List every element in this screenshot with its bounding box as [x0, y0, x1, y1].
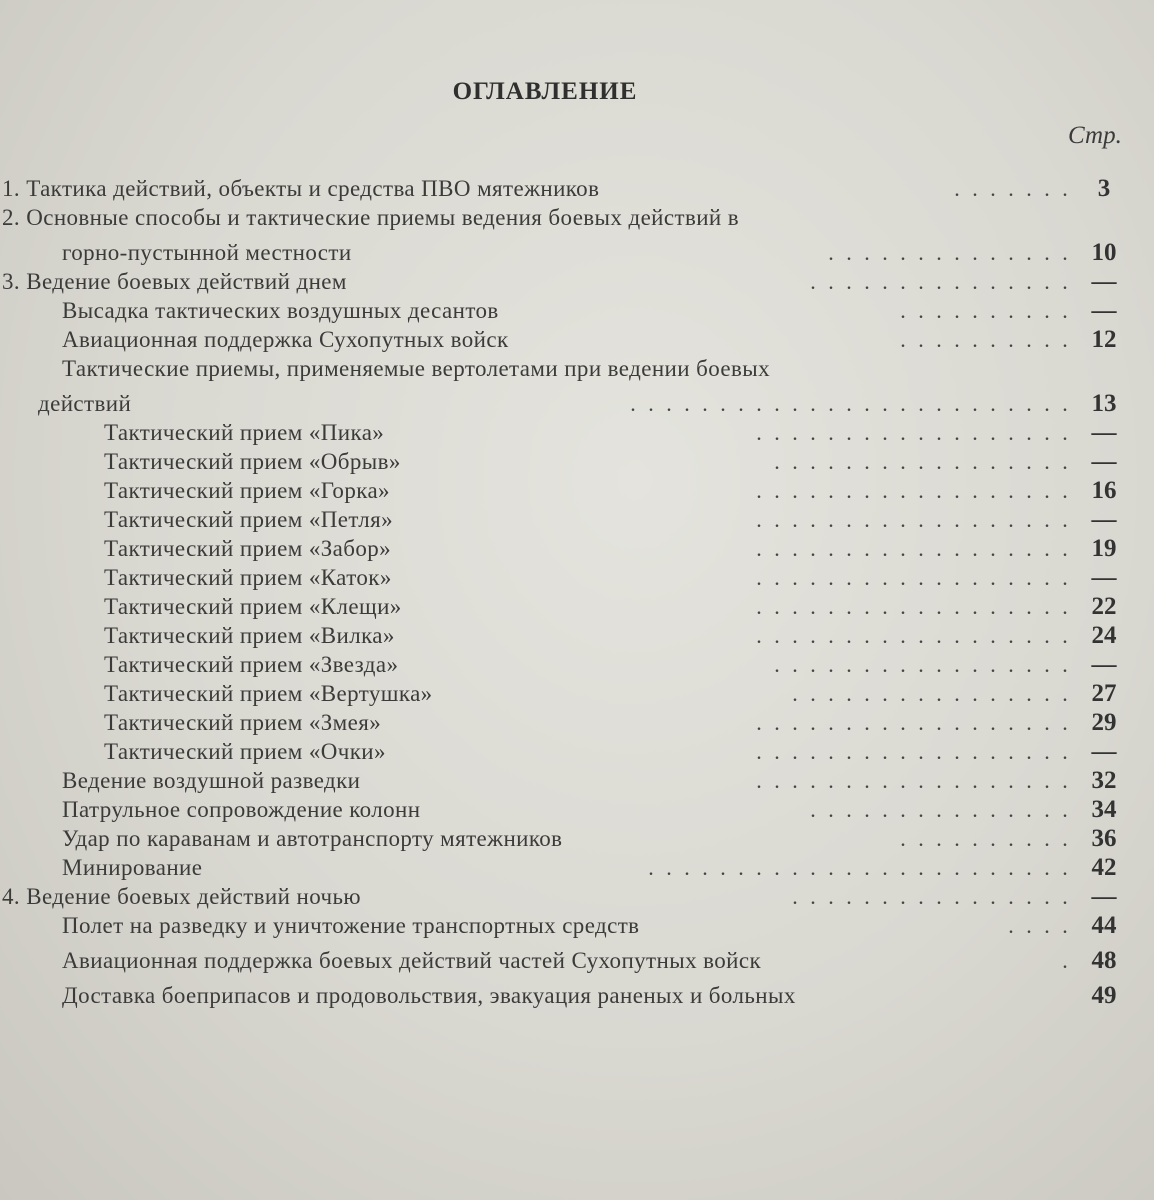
toc-entry-title: Полет на разведку и уничтожение транспортных средств [62, 913, 640, 938]
toc-entry-page: — [1091, 651, 1117, 678]
toc-entry [0, 418, 1126, 447]
dot-leader: . . . . . . . [955, 183, 1072, 200]
dot-leader: . . . . . . . . . . . . . . . . [793, 891, 1072, 908]
toc-entry [0, 737, 1126, 766]
dot-leader: . . . . . . . . . . . . . . [829, 247, 1072, 264]
toc-entry [0, 766, 1126, 795]
dot-leader: . . . . . . . . . . . . . . . . [793, 688, 1072, 705]
dot-leader: . . . . . . . . . . . . . . . . . . [757, 746, 1072, 763]
toc-entry [0, 592, 1126, 621]
toc-entry [0, 267, 1126, 296]
toc-entry-page: 32 [1091, 767, 1117, 794]
toc-entry-title: Авиационная поддержка Сухопутных войск [62, 327, 509, 352]
toc-entry-page: — [1091, 448, 1117, 475]
toc-entry [0, 946, 1126, 981]
toc-entry [0, 174, 1126, 203]
toc-entry-page: — [1091, 419, 1117, 446]
toc-entry [0, 795, 1126, 824]
toc-entry-title: Тактический прием «Каток» [104, 565, 392, 590]
dot-leader: . . . . . . . . . . . . . . . [811, 804, 1072, 821]
toc-entry [0, 238, 1126, 267]
toc-entry-title: 1. Тактика действий, объекты и средства ПВО мятежников [2, 176, 600, 201]
toc-entry-page: 13 [1091, 390, 1117, 417]
dot-leader: . . . . . . . . . . . . . . . . . . [757, 775, 1072, 792]
toc-entry-page: 36 [1091, 825, 1117, 852]
dot-leader: . . . . . . . . . . . . . . . . . . . . . . . . [649, 862, 1072, 879]
toc-entry-page: — [1091, 883, 1117, 910]
toc-entry-page: 10 [1091, 239, 1117, 266]
toc-entry-page: 19 [1091, 535, 1117, 562]
toc-entry-title: Тактический прием «Вертушка» [104, 681, 433, 706]
dot-leader: . . . . . . . . . . . . . . . [811, 276, 1072, 293]
toc-entry-title: Тактический прием «Забор» [104, 536, 392, 561]
toc-entry-title: Тактический прием «Петля» [104, 507, 393, 532]
toc-entry-page: — [1091, 297, 1117, 324]
toc-entry-title: действий [38, 391, 132, 416]
toc-entry-title: Удар по караванам и автотранспорту мятежников [62, 826, 563, 851]
toc-entry-page: 12 [1091, 326, 1117, 353]
toc-entry-title: Высадка тактических воздушных десантов [62, 298, 499, 323]
toc-entry [0, 853, 1126, 882]
dot-leader: . . . . . . . . . . . . . . . . . . [757, 427, 1072, 444]
dot-leader: . . . . . . . . . . [901, 833, 1072, 850]
toc-entry-page: — [1091, 268, 1117, 295]
toc-entry-title: Тактические приемы, применяемые вертолетами при ведении боевых [62, 356, 770, 381]
toc-entry-title: Минирование [62, 855, 203, 880]
toc-entry-title: Тактический прием «Горка» [104, 478, 390, 503]
toc-entry-page: — [1091, 506, 1117, 533]
toc-entry-title: Тактический прием «Вилка» [104, 623, 395, 648]
toc-entry-page: 27 [1091, 680, 1117, 707]
page-column-label: Стр. [1068, 122, 1122, 149]
toc-entry-title: 3. Ведение боевых действий днем [2, 269, 347, 294]
toc-entry-title: Доставка боеприпасов и продовольствия, эвакуация раненых и больных [62, 983, 796, 1008]
toc-entry [0, 476, 1126, 505]
toc-entry-page: 49 [1091, 982, 1117, 1009]
toc-entry-title: Тактический прием «Змея» [104, 710, 382, 735]
toc-entry [0, 563, 1126, 592]
dot-leader: . . . . . . . . . . . . . . . . . . [757, 717, 1072, 734]
toc-entry-page: 3 [1097, 175, 1111, 202]
toc-entry [0, 534, 1126, 563]
toc-entry [0, 981, 1126, 1010]
toc-entry [0, 203, 1126, 238]
toc-entry [0, 505, 1126, 534]
dot-leader: . . . . . . . . . . . . . . . . . . [757, 572, 1072, 589]
toc-entry-page: 42 [1091, 854, 1117, 881]
dot-leader: . . . . . . . . . . [901, 334, 1072, 351]
toc-entry [0, 679, 1126, 708]
toc-entry-page: 16 [1091, 477, 1117, 504]
toc-entry-page: 24 [1091, 622, 1117, 649]
toc-entry-title: 2. Основные способы и тактические приемы ведения боевых действий в [2, 205, 740, 230]
dot-leader: . . . . . . . . . . . . . . . . . . [757, 514, 1072, 531]
toc-entry-page: 48 [1091, 947, 1117, 974]
toc-entry [0, 824, 1126, 853]
page-title: ОГЛАВЛЕНИЕ [452, 78, 638, 105]
toc-entry-title: Авиационная поддержка боевых действий частей Сухопутных войск [62, 948, 762, 973]
dot-leader: . . . . . . . . . . . . . . . . . . [757, 485, 1072, 502]
toc-entry [0, 447, 1126, 476]
dot-leader: . . . . . . . . . . [901, 305, 1072, 322]
toc-entry-title: Тактический прием «Звезда» [104, 652, 399, 677]
toc-entry-title: Тактический прием «Очки» [104, 739, 386, 764]
toc-entry-page: 44 [1091, 912, 1117, 939]
toc-entry-title: Тактический прием «Клещи» [104, 594, 402, 619]
dot-leader: . . . . . . . . . . . . . . . . . [775, 456, 1072, 473]
toc-entry [0, 621, 1126, 650]
dot-leader: . . . . . . . . . . . . . . . . . . [757, 601, 1072, 618]
dot-leader: . . . . . . . . . . . . . . . . . . [757, 543, 1072, 560]
toc-entry-title: Тактический прием «Пика» [104, 420, 385, 445]
toc-entry-title: Тактический прием «Обрыв» [104, 449, 401, 474]
toc-entry-page: 22 [1091, 593, 1117, 620]
dot-leader: . . . . . . . . . . . . . . . . . . . . . . . . . [631, 398, 1072, 415]
toc-entry [0, 650, 1126, 679]
toc-entry [0, 354, 1126, 389]
toc-entry [0, 325, 1126, 354]
dot-leader: . . . . . . . . . . . . . . . . . . [757, 630, 1072, 647]
toc-entry [0, 389, 1126, 418]
toc-entry [0, 296, 1126, 325]
toc-entry-title: Ведение воздушной разведки [62, 768, 361, 793]
toc-entry [0, 882, 1126, 911]
dot-leader: . . . . [1009, 920, 1072, 937]
toc-entry-title: 4. Ведение боевых действий ночью [2, 884, 361, 909]
toc-entry-title: горно-пустынной местности [62, 240, 352, 265]
toc-entry-page: 34 [1091, 796, 1117, 823]
toc-entry-page: — [1091, 738, 1117, 765]
toc-entry-page: 29 [1091, 709, 1117, 736]
dot-leader: . [1063, 955, 1072, 972]
toc-entry [0, 708, 1126, 737]
table-of-contents [0, 174, 1126, 1010]
toc-entry-title: Патрульное сопровождение колонн [62, 797, 421, 822]
toc-entry-page: — [1091, 564, 1117, 591]
dot-leader: . . . . . . . . . . . . . . . . . [775, 659, 1072, 676]
toc-entry [0, 911, 1126, 946]
